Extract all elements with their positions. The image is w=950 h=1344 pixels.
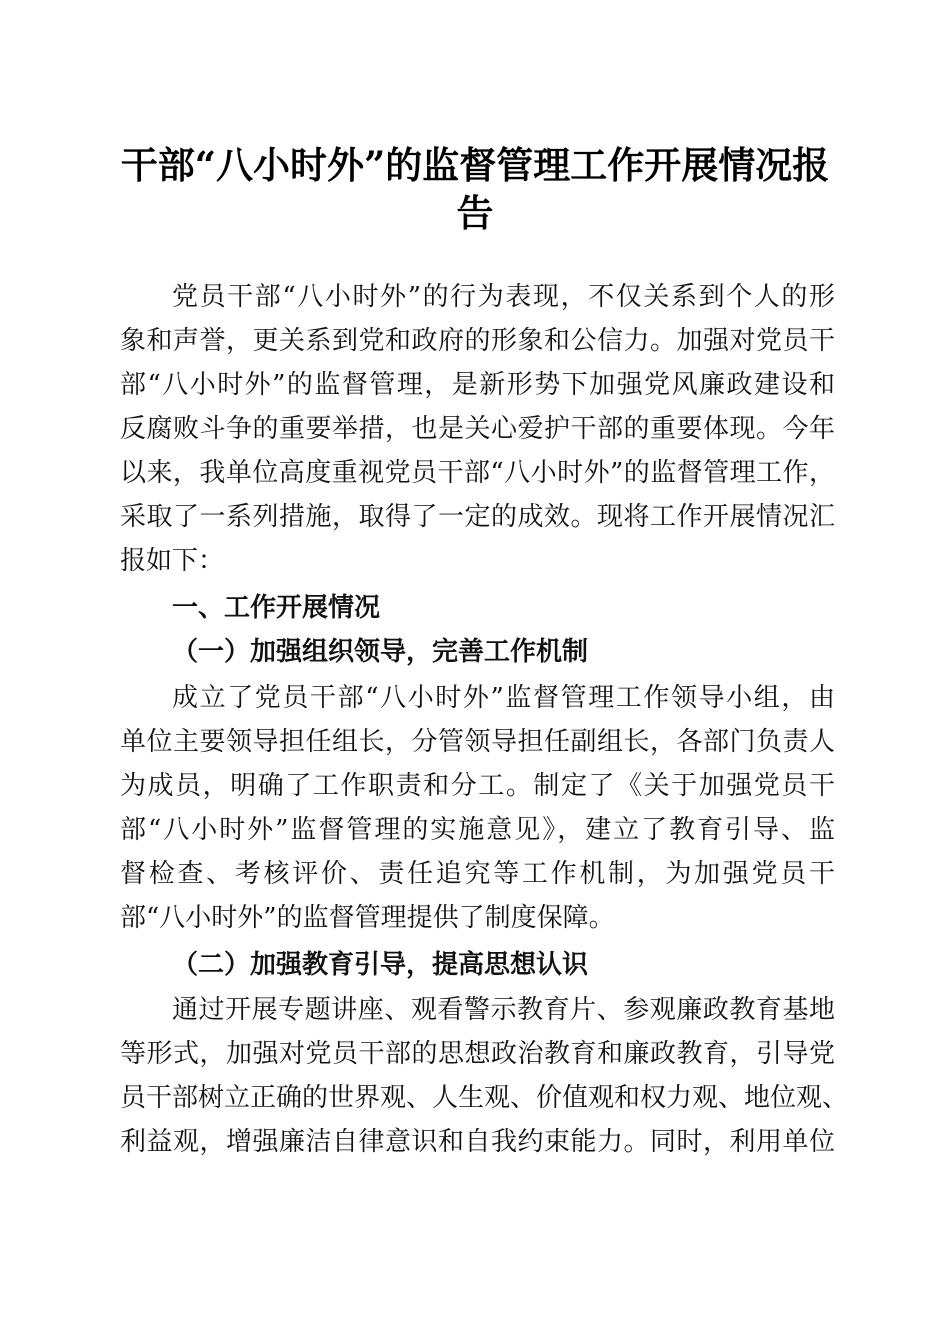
sub-2-line-4: 利益观，增强廉洁自律意识和自我约束能力。同时，利用单位	[120, 1127, 835, 1157]
intro-line-4: 反腐败斗争的重要举措，也是关心爱护干部的重要体现。今年	[120, 414, 835, 444]
intro-line-7: 报如下：	[120, 546, 225, 576]
intro-line-2: 象和声誉，更关系到党和政府的形象和公信力。加强对党员干	[120, 326, 835, 356]
sub-2-heading: （二）加强教育引导，提高思想认识	[172, 950, 589, 980]
sub-1-line-5: 督检查、考核评价、责任追究等工作机制，为加强党员干	[120, 859, 835, 889]
sub-1-line-3: 为成员，明确了工作职责和分工。制定了《关于加强党员干	[120, 771, 835, 801]
document-title-line-2: 告	[456, 191, 494, 235]
document-title-line-1: 干部“八小时外”的监督管理工作开展情况报	[120, 143, 830, 187]
intro-line-6: 采取了一系列措施，取得了一定的成效。现将工作开展情况汇	[120, 502, 835, 532]
intro-line-3: 部“八小时外”的监督管理，是新形势下加强党风廉政建设和	[120, 370, 835, 400]
intro-line-1: 党员干部“八小时外”的行为表现，不仅关系到个人的形	[172, 282, 835, 312]
sub-1-line-4: 部“八小时外”监督管理的实施意见》，建立了教育引导、监	[120, 815, 835, 845]
sub-2-line-1: 通过开展专题讲座、观看警示教育片、参观廉政教育基地	[172, 995, 835, 1025]
sub-1-heading: （一）加强组织领导，完善工作机制	[172, 637, 589, 667]
sub-1-line-1: 成立了党员干部“八小时外”监督管理工作领导小组，由	[172, 683, 835, 713]
section-1-heading: 一、工作开展情况	[172, 593, 381, 623]
sub-2-line-3: 员干部树立正确的世界观、人生观、价值观和权力观、地位观、	[120, 1083, 849, 1113]
sub-2-line-2: 等形式，加强对党员干部的思想政治教育和廉政教育，引导党	[120, 1039, 835, 1069]
sub-1-line-2: 单位主要领导担任组长，分管领导担任副组长，各部门负责人	[120, 727, 835, 757]
intro-line-5: 以来，我单位高度重视党员干部“八小时外”的监督管理工作，	[120, 458, 835, 488]
sub-1-line-6: 部“八小时外”的监督管理提供了制度保障。	[120, 903, 615, 933]
